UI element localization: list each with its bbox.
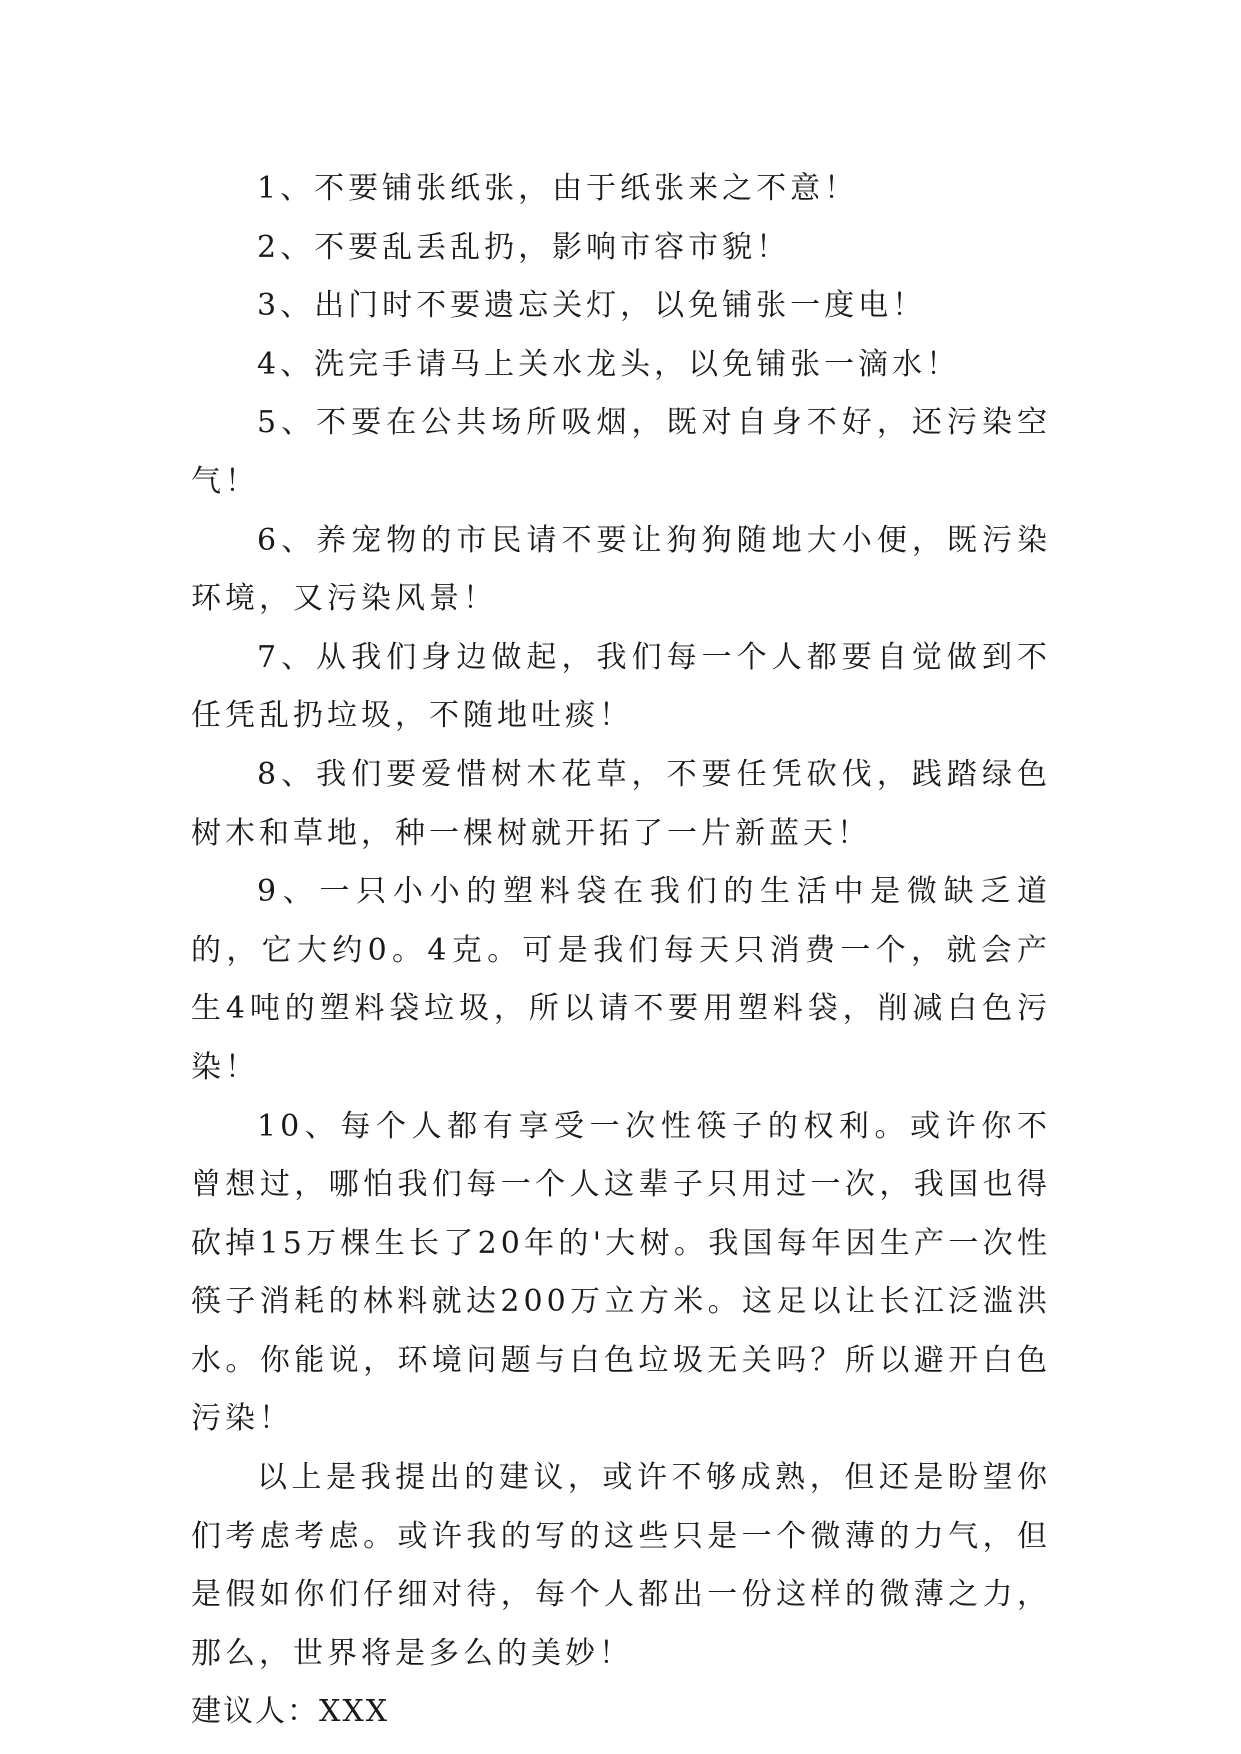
paragraph-conclusion: 以上是我提出的建议，或许不够成熟，但还是盼望你们考虑考虑。或许我的写的这些只是一个微薄的力气，但是假如你们仔细对待，每个人都出一份这样的微薄之力，那么，世界将是多么的美妙！ (191, 1460, 1051, 1671)
document-body (191, 160, 1051, 1742)
paragraph-4: 4、洗完手请马上关水龙头，以免铺张一滴水！ (257, 346, 961, 382)
paragraph-7: 7、从我们身边做起，我们每一个人都要自觉做到不任凭乱扔垃圾，不随地吐痰！ (191, 639, 1051, 734)
paragraph-5: 5、不要在公共场所吸烟，既对自身不好，还污染空气！ (191, 405, 1051, 499)
paragraph-6: 6、养宠物的市民请不要让狗狗随地大小便，既污染环境，又污染风景！ (191, 522, 1051, 617)
paragraph-9: 9、一只小小的塑料袋在我们的生活中是微缺乏道的，它大约0。4克。可是我们每天只消费一个，就会产生4吨的塑料袋垃圾，所以请不要用塑料袋，削减白色污染！ (191, 874, 1051, 1085)
paragraph-10: 10、每个人都有享受一次性筷子的权利。或许你不曾想过，哪怕我们每一个人这辈子只用过一次，我国也得砍掉15万棵生长了20年的'大树。我国每年因生产一次性筷子消耗的林料就达200万立方米。这足以让长江泛滥洪水。你能说，环境问题与白色垃圾无关吗？所以避开白色污染！ (191, 1108, 1051, 1437)
signature: 建议人：XXX (191, 1694, 390, 1730)
paragraph-2: 2、不要乱丢乱扔，影响市容市貌！ (257, 229, 791, 265)
paragraph-8: 8、我们要爱惜树木花草，不要任凭砍伐，践踏绿色树木和草地，种一棵树就开拓了一片新蓝天！ (191, 756, 1051, 851)
paragraph-1: 1、不要铺张纸张，由于纸张来之不意！ (257, 171, 859, 206)
paragraph-3: 3、出门时不要遗忘关灯，以免铺张一度电！ (257, 288, 927, 324)
